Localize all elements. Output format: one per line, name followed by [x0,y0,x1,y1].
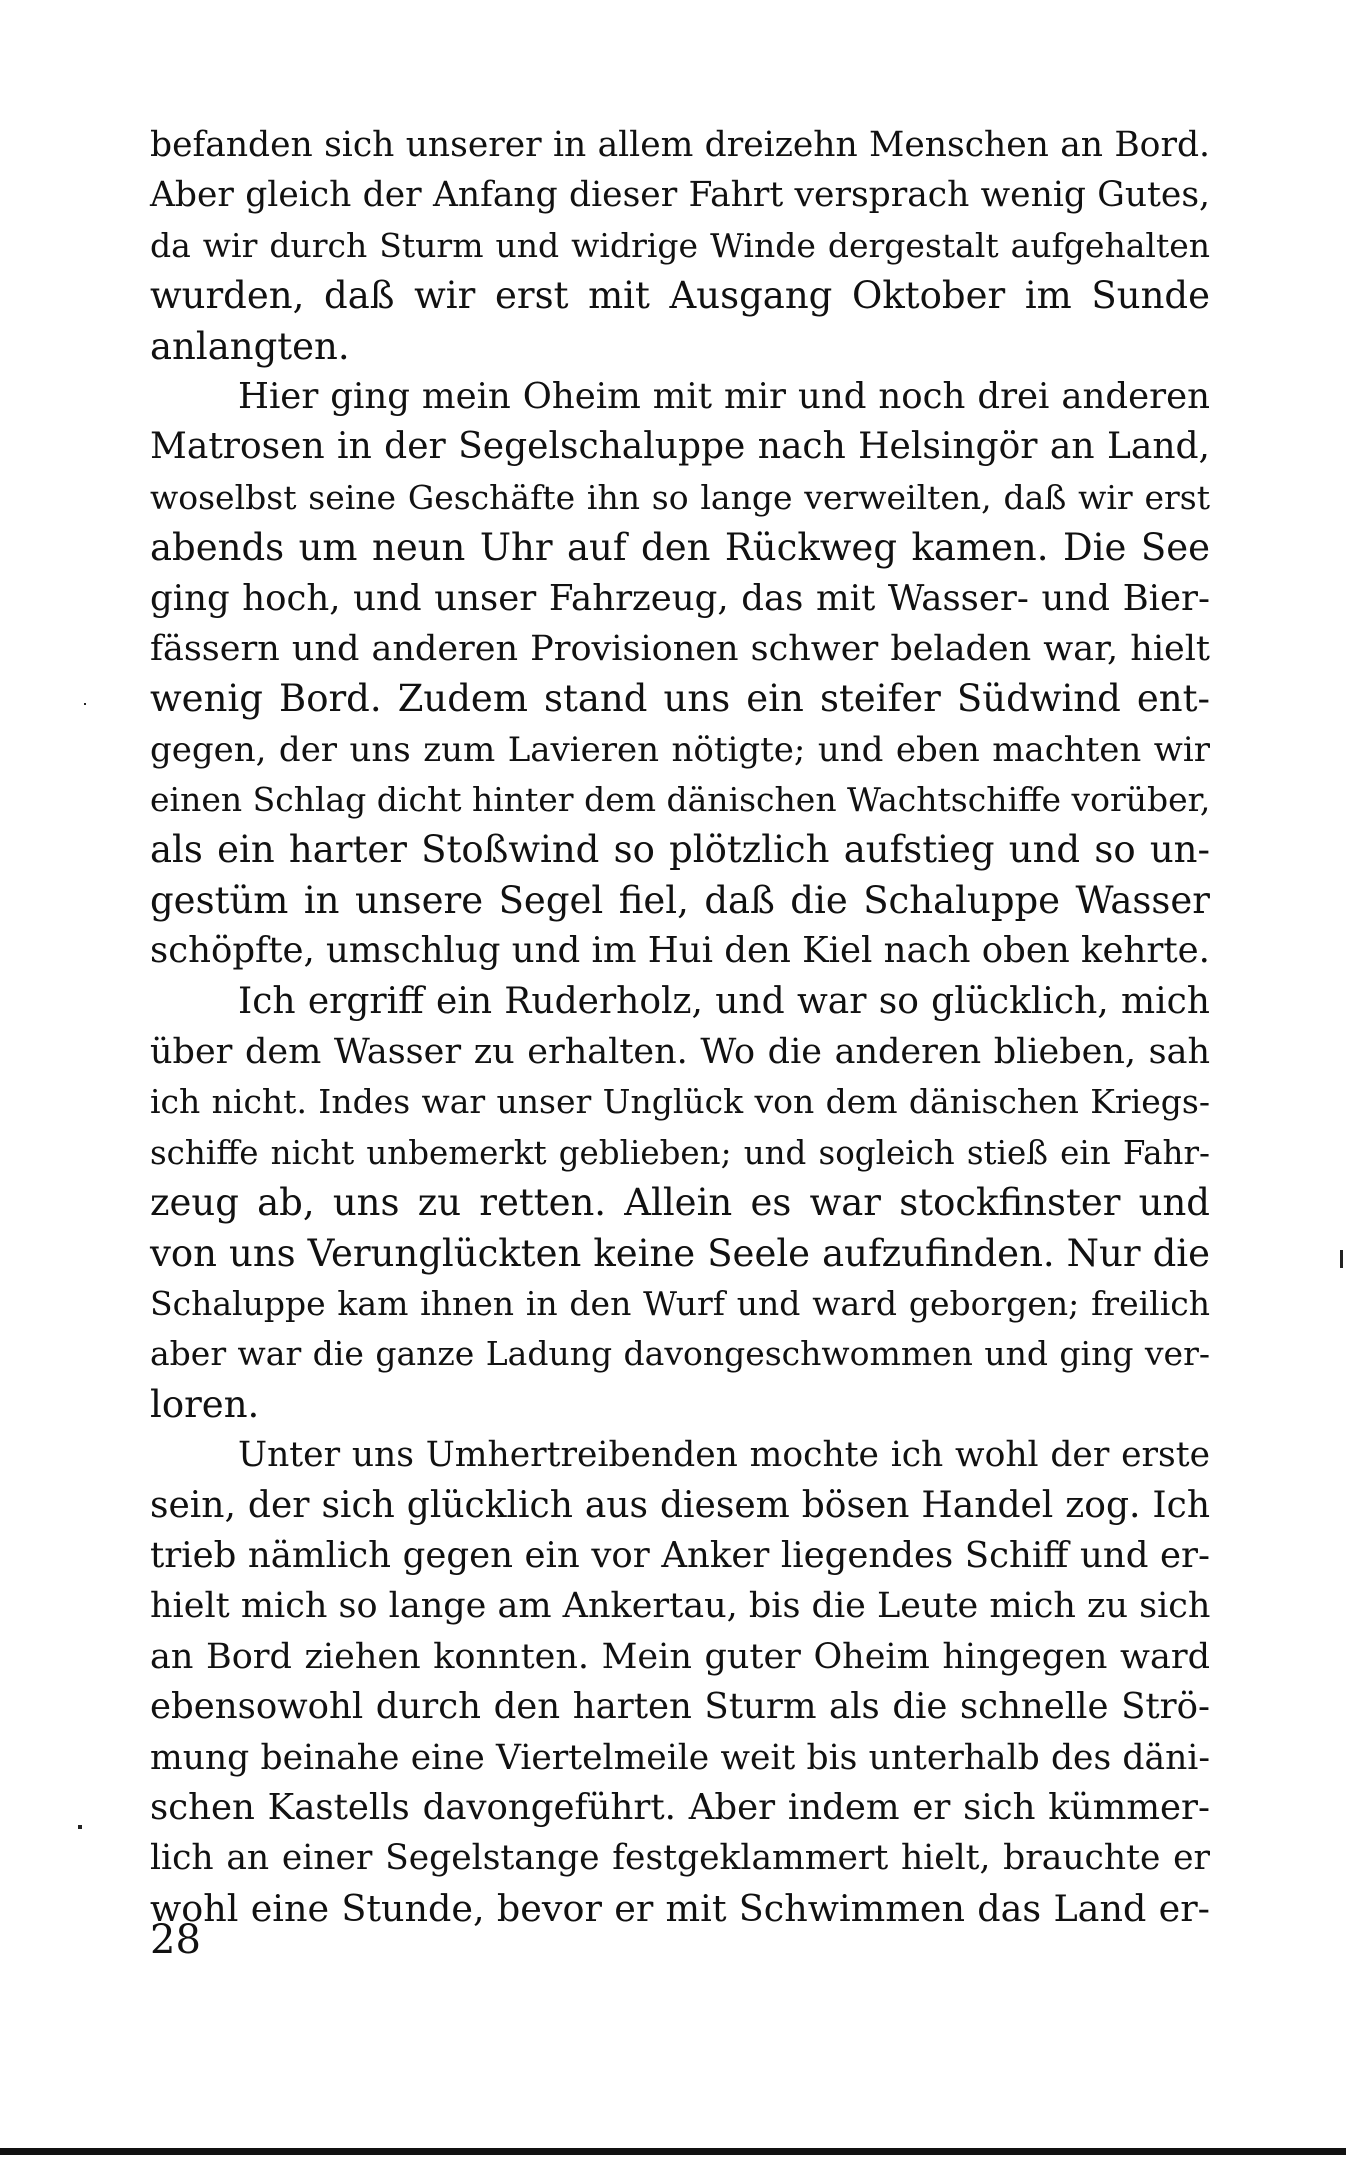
text-line: als ein harter Stoßwind so plötzlich aufstieg und so un- [150,828,1210,872]
scan-speck [78,1825,82,1829]
text-line: wurden, daß wir erst mit Ausgang Oktober im Sunde [150,274,1210,318]
text-line: loren. [150,1382,260,1426]
scan-speck [84,703,86,705]
text-line: an Bord ziehen konnten. Mein guter Oheim hingegen ward [150,1636,1210,1677]
text-line: über dem Wasser zu erhalten. Wo die anderen blieben, sah [150,1032,1210,1073]
text-line: gegen, der uns zum Lavieren nötigte; und eben machten wir [150,729,1210,770]
scan-speck [1340,1250,1343,1268]
text-line: trieb nämlich gegen ein vor Anker liegendes Schiff und er- [150,1534,1210,1576]
text-line: wohl eine Stunde, bevor er mit Schwimmen das Land er- [150,1886,1210,1930]
text-line: abends um neun Uhr auf den Rückweg kamen. Die See [150,526,1210,570]
text-line: befanden sich unserer in allem dreizehn Menschen an Bord. [150,125,1210,165]
text-line: zeug ab, uns zu retten. Allein es war stockfinster und [150,1181,1210,1225]
text-line: wenig Bord. Zudem stand uns ein steifer Südwind ent- [150,677,1210,721]
paragraph-start-line: Ich ergriff ein Ruderholz, und war so glücklich, mich [238,980,1210,1022]
text-line: hielt mich so lange am Ankertau, bis die Leute mich zu sich [150,1586,1211,1627]
text-line: woselbst seine Geschäfte ihn so lange verweilten, daß wir erst [150,477,1210,517]
text-line: Schaluppe kam ihnen in den Wurf und ward geborgen; freilich [150,1283,1210,1323]
text-line: Aber gleich der Anfang dieser Fahrt versprach wenig Gutes, [150,175,1210,216]
text-line: schöpfte, umschlug und im Hui den Kiel nach oben kehrte. [150,930,1210,972]
text-line: mung beinahe eine Viertelmeile weit bis unterhalb des däni- [150,1737,1210,1778]
text-line: anlangten. [150,324,350,368]
text-line: Matrosen in der Segelschaluppe nach Helsingör an Land, [150,426,1210,468]
text-line: fässern und anderen Provisionen schwer beladen war, hielt [150,628,1210,669]
text-line: gestüm in unsere Segel fiel, daß die Schaluppe Wasser [150,878,1210,922]
text-line: ebensowohl durch den harten Sturm als die schnelle Strö- [150,1686,1210,1728]
text-line: lich an einer Segelstange festgeklammert hielt, brauchte er [150,1838,1210,1879]
text-line: schen Kastells davongeführt. Aber indem er sich kümmer- [150,1786,1210,1828]
scan-edge-rule [0,2148,1346,2155]
text-line: ich nicht. Indes war unser Unglück von dem dänischen Kriegs- [150,1082,1210,1122]
text-line: von uns Verunglückten keine Seele aufzufinden. Nur die [150,1231,1210,1275]
text-line: einen Schlag dicht hinter dem dänischen Wachtschiffe vorüber, [150,780,1211,820]
text-line: da wir durch Sturm und widrige Winde dergestalt aufgehalten [150,225,1210,265]
paragraph-start-line: Hier ging mein Oheim mit mir und noch drei anderen [238,375,1210,417]
page-number: 28 [150,1917,201,1963]
text-line: sein, der sich glücklich aus diesem bösen Handel zog. Ich [150,1484,1210,1526]
page-text [150,120,1210,1934]
text-line: aber war die ganze Ladung davongeschwommen und ging ver- [150,1334,1210,1374]
paragraph-start-line: Unter uns Umhertreibenden mochte ich wohl der erste [238,1435,1210,1476]
text-line: ging hoch, und unser Fahrzeug, das mit Wasser- und Bier- [150,577,1210,619]
text-line: schiffe nicht unbemerkt geblieben; und sogleich stieß ein Fahr- [150,1133,1210,1172]
